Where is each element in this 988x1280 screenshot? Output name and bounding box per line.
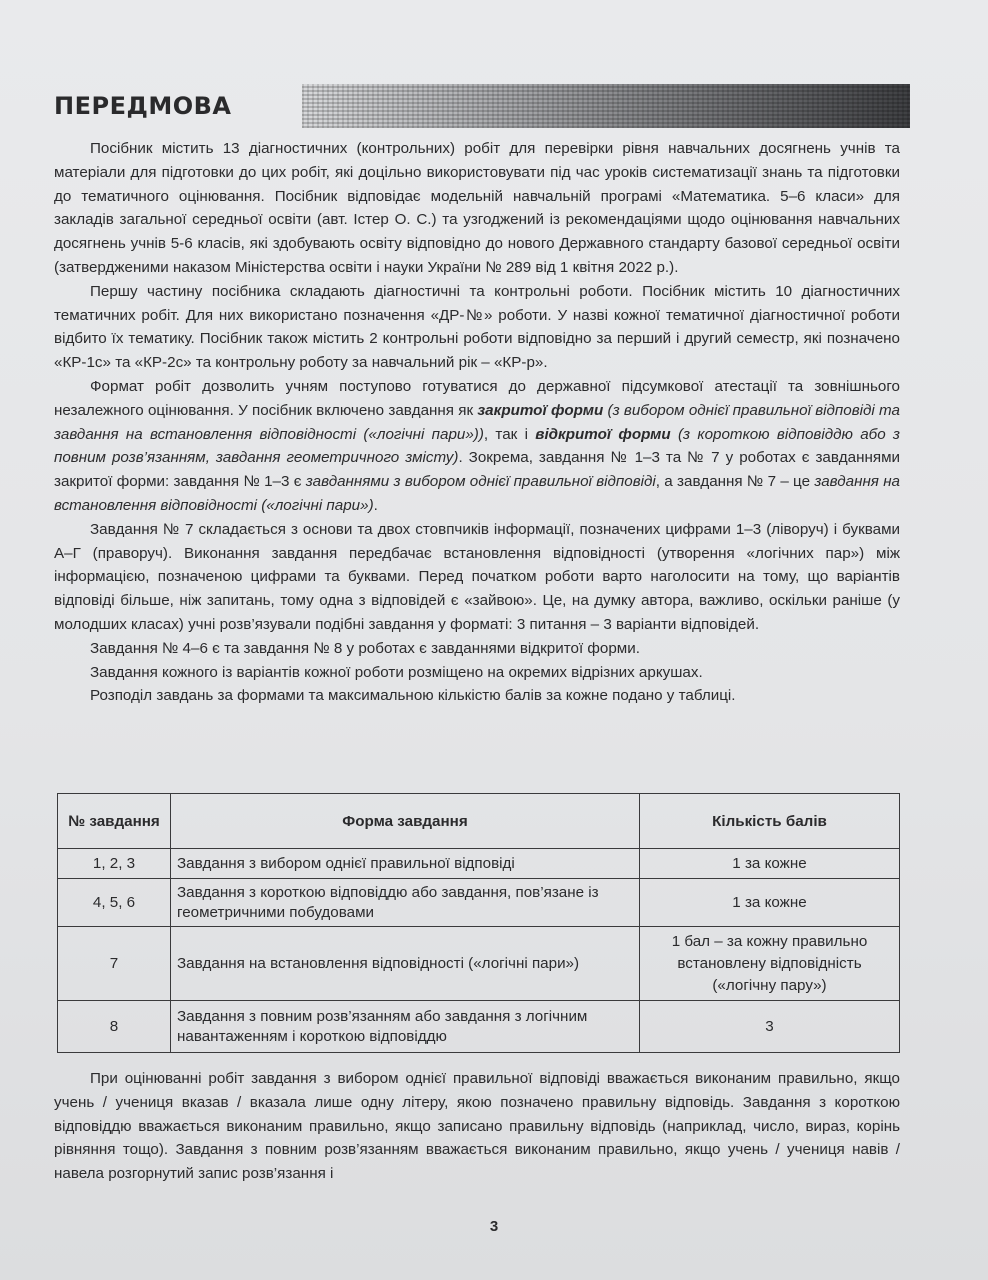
open-form-term: відкритої форми: [535, 425, 671, 443]
paragraph-1: Посібник містить 13 діагностичних (контрольних) робіт для перевірки рівня навчальних досягнень учнів та матеріали для підготовки до цих робіт, які доцільно використовувати під час уроків систематизації знань та підготовки до тематичного оцінювання. Посібник відповідає модельній навчальній програмі «Математика. 5–6 класи» для закладів загальної середньої освіти (авт. Істер О. С.) та узгоджений із рекомендаціями щодо оцінювання навчальних досягнень учнів 5-6 класів, які здобувають освіту відповідно до нового Державного стандарту базової середньої освіти (затвердженими наказом Міністерства освіти і науки України № 289 від 1 квітня 2022 р.).: [54, 140, 900, 276]
matching-term: завдання на встановлення відповідності («логічні пари»): [54, 473, 901, 514]
header-gradient-band: [302, 84, 910, 128]
paragraph-2: Першу частину посібника складають діагностичні та контрольні роботи. Посібник містить 10 діагностичних тематичних робіт. Для них використано позначення «ДР-№» роботи. У назві кожної тематичної діагностичної роботи відбито їх тематику. Посібник також містить 2 контрольні роботи відповідно за перший і другий семестр, які позначено «КР-1с» та «КР-2с» та контрольну роботу за навчальний рік – «КР-р».: [54, 282, 900, 372]
single-choice-term: завданнями з вибором однієї правильної відповіді: [305, 473, 656, 491]
paragraph-3-text-4: , а завдання № 7 – це: [655, 473, 815, 491]
cell-task-form: Завдання на встановлення відповідності («логічні пари»): [171, 927, 640, 1001]
section-title: ПЕРЕДМОВА: [54, 92, 232, 120]
cell-points: 1 за кожне: [640, 849, 900, 879]
intro-text-bottom: [54, 1067, 900, 1186]
paragraph-8: При оцінюванні робіт завдання з вибором однієї правильної відповіді вважається виконаним правильно, якщо учень / учениця вказав / вказала лише одну літеру, якою позначено правильну відповідь. Завдання з короткою відповіддю вважається виконаним правильно, якщо записано правильну відповідь (наприклад, число, вираз, корінь рівняння тощо). Завдання з повним розв’язанням вважається виконаним правильно, якщо учень / учениця навів / навела розгорнутий запис розв’язання і: [54, 1070, 900, 1183]
cell-task-form: Завдання з вибором однієї правильної відповіді: [171, 849, 640, 879]
page-number: 3: [489, 1218, 499, 1235]
paragraph-3-text-2: , так і: [483, 425, 536, 443]
header-task-number: № завдання: [58, 794, 171, 849]
table-row: [58, 927, 900, 1001]
table-header-row: [58, 794, 900, 849]
cell-task-number: 7: [58, 927, 171, 1001]
open-form-note: (з короткою відповіддю або з повним розв’язанням, завдання геометричного змісту): [54, 425, 900, 467]
closed-form-note: (з вибором однієї правильної відповіді та завдання на встановлення відповідності («логічні пари»)): [54, 401, 900, 443]
intro-text-top: [54, 137, 900, 708]
header-task-form: Форма завдання: [171, 794, 640, 849]
paragraph-6: Завдання кожного із варіантів кожної роботи розміщено на окремих відрізних аркушах.: [90, 663, 703, 681]
paragraph-5: Завдання № 4–6 є та завдання № 8 у роботах є завданнями відкритої форми.: [90, 639, 640, 657]
section-header: [52, 84, 910, 128]
table-row: [58, 879, 900, 927]
cell-task-number: 8: [58, 1001, 171, 1053]
paragraph-3-text-3: . Зокрема, завдання № 1–3 та № 7 у роботах є завданнями закритої форми: завдання № 1–3 є: [54, 449, 901, 491]
paragraph-7: Розподіл завдань за формами та максимальною кількістю балів за кожне подано у таблиці.: [90, 687, 736, 705]
paragraph-3: [54, 375, 900, 518]
header-points: Кількість балів: [640, 794, 900, 849]
cell-task-form: Завдання з повним розв’язанням або завдання з логічним навантаженням і короткою відповіддю: [171, 1001, 640, 1053]
cell-points: 1 бал – за кожну правильно встановлену відповідність («логічну пару»): [640, 927, 900, 1001]
scoring-table: [57, 793, 900, 1053]
paragraph-3-text-5: .: [373, 496, 378, 514]
paragraph-3-text-1: Формат робіт дозволить учням поступово готуватися до державної підсумкової атестації та зовнішнього незалежного оцінювання. У посібник включено завдання як: [54, 377, 900, 419]
cell-points: 3: [640, 1001, 900, 1053]
table-row: [58, 849, 900, 879]
closed-form-term: закритої форми: [477, 401, 604, 419]
table-row: [58, 1001, 900, 1053]
cell-task-number: 4, 5, 6: [58, 879, 171, 927]
paragraph-4: Завдання № 7 складається з основи та двох стовпчиків інформації, позначених цифрами 1–3 (ліворуч) і буквами А–Г (праворуч). Виконання завдання передбачає встановлення відповідності (утворення «логічних пар») між інформацією, позначеною цифрами та буквами. Перед початком роботи варто наголосити на тому, що варіантів відповіді більше, ніж запитань, тому одна з відповідей є «зайвою». Це, на думку автора, важливо, оскільки раніше (у молодших класах) учні розв’язували подібні завдання у форматі: 3 питання – 3 варіанти відповідей.: [54, 520, 900, 633]
cell-task-number: 1, 2, 3: [58, 849, 171, 879]
cell-task-form: Завдання з короткою відповіддю або завдання, пов’язане із геометричними побудовами: [171, 879, 640, 927]
cell-points: 1 за кожне: [640, 879, 900, 927]
